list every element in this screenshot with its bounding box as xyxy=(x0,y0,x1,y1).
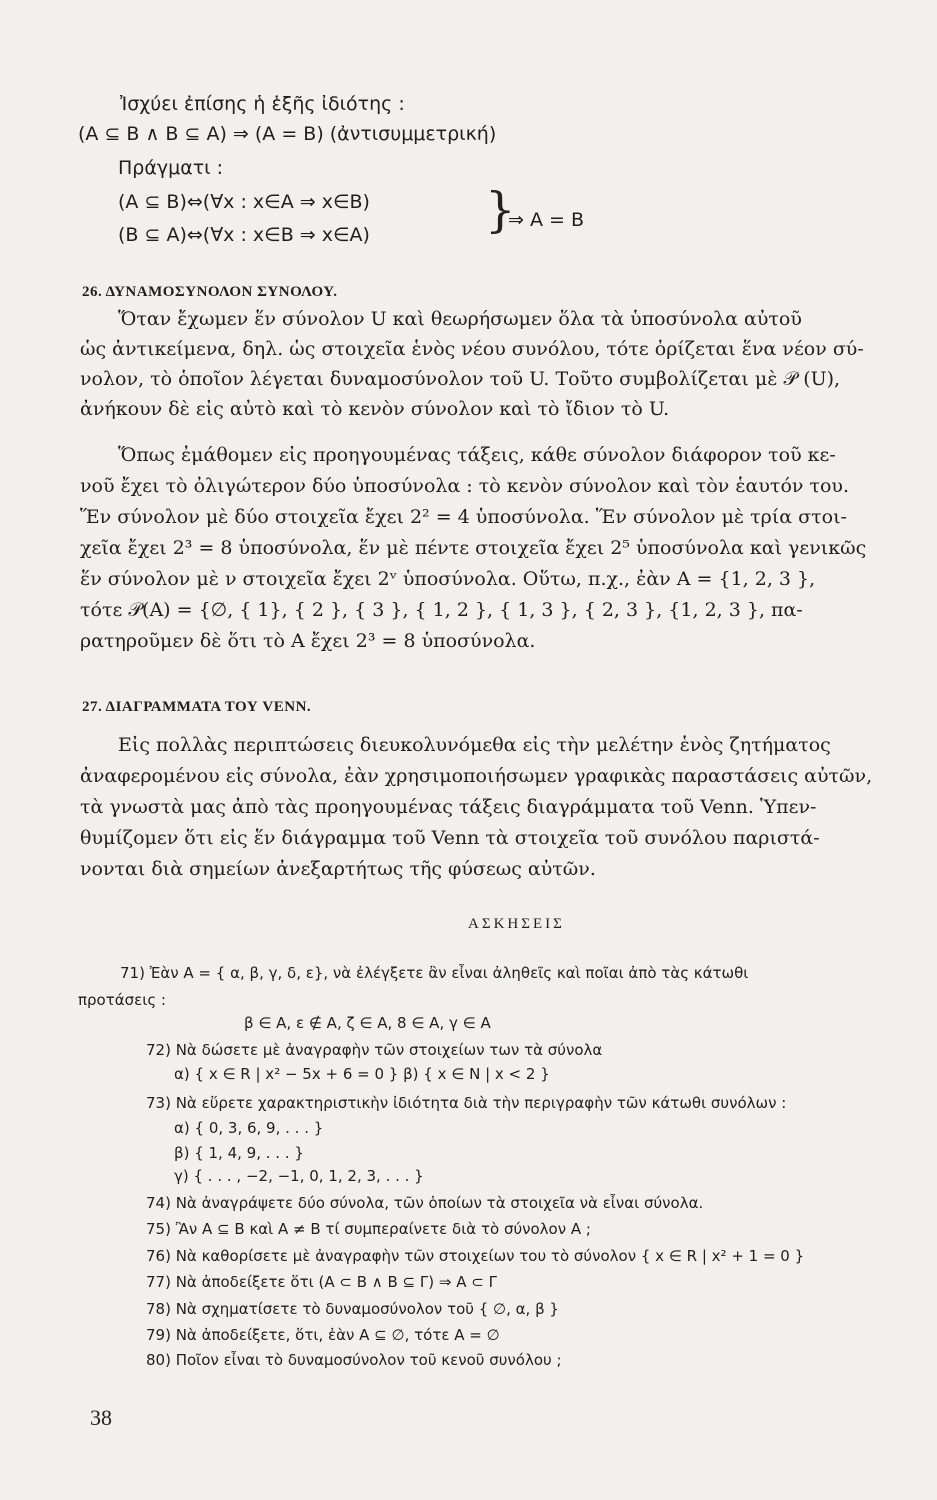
exercise-78: 78) Νὰ σχηματίσετε τὸ δυναμοσύνολον τοῦ { ∅, α, β } xyxy=(146,1300,559,1318)
exercise-72: 72) Νὰ δώσετε μὲ ἀναγραφὴν τῶν στοιχείων των τὰ σύνολα xyxy=(146,1041,603,1059)
exercise-73-a: α) { 0, 3, 6, 9, . . . } xyxy=(174,1119,324,1137)
intro-line-5: (B ⊆ A)⇔(∀x : x∈B ⇒ x∈A) xyxy=(118,224,370,246)
section-26-p2-line-3: Ἕν σύνολον μὲ δύο στοιχεῖα ἔχει 2² = 4 ὑποσύνολα. Ἕν σύνολον μὲ τρία στοι- xyxy=(80,506,847,528)
exercise-73-c: γ) { . . . , −2, −1, 0, 1, 2, 3, . . . } xyxy=(174,1167,424,1185)
section-26-p2-line-5: ἕν σύνολον μὲ ν στοιχεῖα ἔχει 2ᵛ ὑποσύνολα. Οὕτω, π.χ., ἐὰν A = {1, 2, 3 }, xyxy=(80,568,816,590)
exercise-71-line-1: 71) Ἐὰν A = { α, β, γ, δ, ε}, νὰ ἐλέγξετε ἂν εἶναι ἀληθεῖς καὶ ποῖαι ἀπὸ τὰς κάτωθι xyxy=(120,964,749,982)
exercise-77: 77) Νὰ ἀποδείξετε ὅτι (A ⊂ B ∧ B ⊆ Γ) ⇒ A ⊂ Γ xyxy=(146,1273,497,1291)
section-26-p2-line-2: νοῦ ἔχει τὸ ὀλιγώτερον δύο ὑποσύνολα : τὸ κενὸν σύνολον καὶ τὸν ἑαυτόν του. xyxy=(80,475,850,497)
section-26-p1-line-2: ὡς ἀντικείμενα, δηλ. ὡς στοιχεῖα ἑνὸς νέου συνόλου, τότε ὁρίζεται ἕνα νέον σύ- xyxy=(80,338,864,360)
section-26-p2-line-1: Ὅπως ἐμάθομεν εἰς προηγουμένας τάξεις, κάθε σύνολον διάφορον τοῦ κε- xyxy=(118,444,836,466)
exercises-title: ΑΣΚΗΣΕΙΣ xyxy=(468,916,565,932)
section-27-p1-line-3: τὰ γνωστὰ μας ἀπὸ τὰς προηγουμένας τάξεις διαγράμματα τοῦ Venn. Ὑπεν- xyxy=(80,796,817,818)
intro-conclusion: ⇒ A = B xyxy=(508,209,584,231)
section-27-p1-line-4: θυμίζομεν ὅτι εἰς ἕν διάγραμμα τοῦ Venn τὰ στοιχεῖα τοῦ συνόλου παριστά- xyxy=(80,827,820,849)
exercise-71-statements: β ∈ A, ε ∉ A, ζ ∈ A, 8 ∈ A, γ ∈ A xyxy=(244,1014,491,1032)
intro-line-2: (A ⊆ B ∧ B ⊆ A) ⇒ (A = B) (ἀντισυμμετρική) xyxy=(78,123,497,145)
section-26-p2-line-6: τότε 𝒫(A) = {∅, { 1}, { 2 }, { 3 }, { 1, 2 }, { 1, 3 }, { 2, 3 }, {1, 2, 3 }, πα- xyxy=(80,599,803,621)
exercise-75: 75) Ἂν A ⊆ B καὶ A ≠ B τί συμπεραίνετε διὰ τὸ σύνολον A ; xyxy=(146,1220,591,1238)
exercise-72-sets: α) { x ∈ R | x² − 5x + 6 = 0 } β) { x ∈ N | x < 2 } xyxy=(174,1065,550,1083)
section-27-heading: 27. ΔΙΑΓΡΑΜΜΑΤΑ ΤΟΥ VENN. xyxy=(82,699,312,715)
section-27-p1-line-5: νονται διὰ σημείων ἀνεξαρτήτως τῆς φύσεως αὐτῶν. xyxy=(80,858,596,880)
section-26-p2-line-4: χεῖα ἔχει 2³ = 8 ὑποσύνολα, ἕν μὲ πέντε στοιχεῖα ἔχει 2⁵ ὑποσύνολα καὶ γενικῶς xyxy=(80,537,867,559)
exercise-80: 80) Ποῖον εἶναι τὸ δυναμοσύνολον τοῦ κενοῦ συνόλου ; xyxy=(146,1351,562,1369)
section-26-p1-line-3: νολον, τὸ ὁποῖον λέγεται δυναμοσύνολον τοῦ U. Τοῦτο συμβολίζεται μὲ 𝒫 (U), xyxy=(80,368,841,390)
exercise-76: 76) Νὰ καθορίσετε μὲ ἀναγραφὴν τῶν στοιχείων του τὸ σύνολον { x ∈ R | x² + 1 = 0 } xyxy=(146,1247,805,1265)
section-27-p1-line-2: ἀναφερομένου εἰς σύνολα, ἐὰν χρησιμοποιήσωμεν γραφικὰς παραστάσεις αὐτῶν, xyxy=(80,765,873,787)
section-27-p1-line-1: Εἰς πολλὰς περιπτώσεις διευκολυνόμεθα εἰς τὴν μελέτην ἑνὸς ζητήματος xyxy=(118,734,831,756)
intro-line-1: Ἰσχύει ἐπίσης ἡ ἑξῆς ἰδιότης : xyxy=(120,93,405,115)
section-26-heading: 26. ΔΥΝΑΜΟΣΥΝΟΛΟΝ ΣΥΝΟΛΟΥ. xyxy=(82,284,338,300)
section-26-p1-line-4: ἀνήκουν δὲ εἰς αὐτὸ καὶ τὸ κενὸν σύνολον καὶ τὸ ἴδιον τὸ U. xyxy=(80,398,670,420)
page-number: 38 xyxy=(90,1405,112,1430)
section-26-p2-line-7: ρατηροῦμεν δὲ ὅτι τὸ A ἔχει 2³ = 8 ὑποσύνολα. xyxy=(80,630,536,652)
intro-line-3: Πράγματι : xyxy=(118,157,224,179)
exercise-73: 73) Νὰ εὕρετε χαρακτηριστικὴν ἰδιότητα διὰ τὴν περιγραφὴν τῶν κάτωθι συνόλων : xyxy=(146,1094,787,1112)
exercise-73-b: β) { 1, 4, 9, . . . } xyxy=(174,1144,304,1162)
exercise-71-line-2: προτάσεις : xyxy=(78,991,166,1009)
section-26-p1-line-1: Ὅταν ἔχωμεν ἕν σύνολον U καὶ θεωρήσωμεν ὅλα τὰ ὑποσύνολα αὐτοῦ xyxy=(118,308,802,330)
intro-line-4: (A ⊆ B)⇔(∀x : x∈A ⇒ x∈B) xyxy=(118,191,370,213)
brace-symbol: } xyxy=(485,182,516,238)
exercise-79: 79) Νὰ ἀποδείξετε, ὅτι, ἐὰν A ⊆ ∅, τότε A = ∅ xyxy=(146,1326,500,1344)
exercise-74: 74) Νὰ ἀναγράψετε δύο σύνολα, τῶν ὁποίων τὰ στοιχεῖα νὰ εἶναι σύνολα. xyxy=(146,1194,704,1212)
